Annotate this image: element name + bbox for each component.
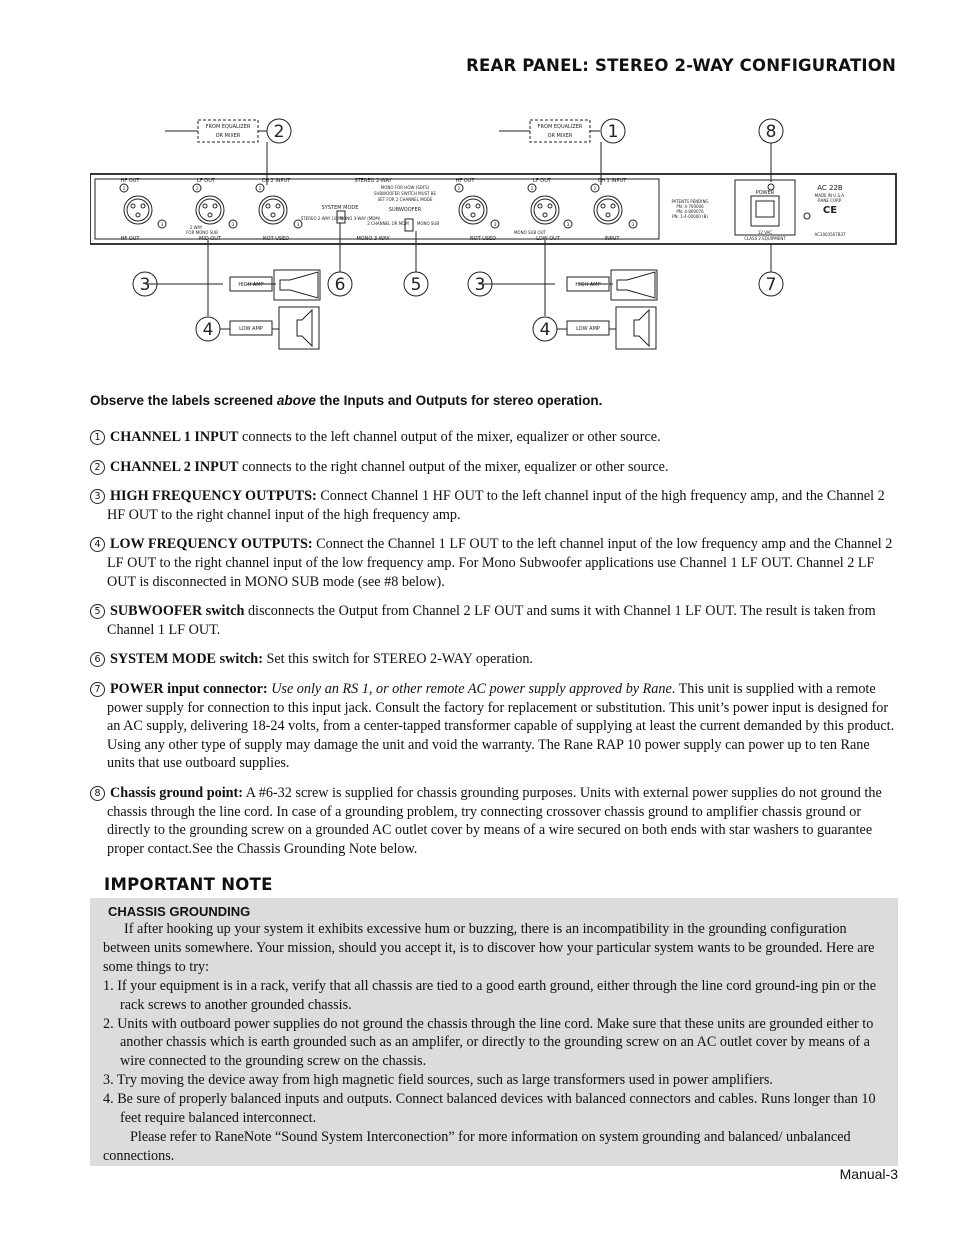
subwoofer-mono: MONO SUB [416, 221, 440, 226]
bottom-label-not-used-2: NOT USED [469, 236, 497, 242]
low-amp-right-label: LOW AMP [576, 326, 600, 332]
callout-7-label: 7 [765, 275, 777, 295]
bottom-label-input: INPUT [604, 236, 620, 242]
power-label: POWER [755, 190, 775, 196]
intro-emphasis: above [276, 393, 316, 408]
pin-num: 2 [122, 186, 126, 191]
item-heading: SUBWOOFER switch [110, 603, 245, 620]
bottom-label-mono-3way: MONO 3-WAY [356, 236, 390, 242]
item-number: 4 [90, 537, 105, 552]
item-8 [90, 784, 898, 858]
callout-4-left-label: 4 [202, 320, 214, 340]
item-text: disconnects the Output from Channel 2 LF OUT and sums it with Channel 1 LF OUT. The result is taken from Channel 1 LF OUT. [107, 603, 876, 638]
serial-number: AC1003567B37 [814, 232, 846, 237]
xlr-lf-out-1 [528, 184, 572, 228]
top-label-ch1-input: CH 1 INPUT [597, 178, 627, 184]
callout-1-label: 1 [607, 122, 619, 142]
xlr-hf-out-1 [455, 184, 499, 228]
pin-num: 3 [631, 222, 635, 227]
note-list-item-3: 3. Try moving the device away from high magnetic field sources, such as large transformers used in power amplifiers. [103, 1072, 773, 1089]
sub-note-2: SUBWOOFER SWITCH MUST BE [373, 191, 437, 196]
model-name: AC 22B [817, 184, 843, 192]
item-number: 7 [90, 682, 105, 697]
item-text: A #6-32 screw is supplied for chassis grounding purposes. Units with external power supplies do not ground the chassis through the line cord. In case of a grounding problem, try connecting crossover chassis ground to amplifier chassis ground or directly to the grounding screw on a grounded AC outlet cover by means of a wire secured on both ends with star washers to guarantee proper contact.See the Chassis Grounding Note below. [107, 784, 882, 857]
tweeter-left [274, 270, 320, 300]
pin-num: 3 [160, 222, 164, 227]
woofer-right [616, 307, 656, 349]
important-note-heading: IMPORTANT NOTE [104, 875, 273, 894]
bottom-label-hf-out: HF OUT [120, 236, 140, 242]
item-6 [90, 650, 898, 669]
item-text: Set this switch for STEREO 2-WAY operation. [262, 651, 533, 668]
pin-num: 2 [593, 186, 597, 191]
source-label-1a: FROM EQUALIZER [537, 124, 583, 130]
rear-panel-diagram [90, 110, 898, 372]
item-number: 3 [90, 489, 105, 504]
callout-5-label: 5 [410, 275, 422, 295]
pin-num: 3 [231, 222, 235, 227]
page-number: Manual-3 [839, 1166, 898, 1182]
callout-6-label: 6 [334, 275, 346, 295]
note-intro: If after hooking up your system it exhibits excessive hum or buzzing, there is an incompatibility in the grounding configuration between units somewhere. Your mission, should you accept it, is to discover how your particular system wants to be grounded. Here are some things to try: [103, 921, 875, 975]
class2-label-1: 12 VAC [757, 230, 773, 235]
item-text: . This unit is supplied with a remote power supply for connection to this input jack. Consult the factory for replacement or substitution. This unit’s power input is designed for an AC supply, delivering 18-24 volts, from a center-tapped transformer capable of supplying at least the current demanded by this product. Using any other type of supply may damage the unit and void the warranty. The Rane RAP 10 power supply can power up to ten Rane units that use outboard supplies. [107, 680, 895, 772]
note-list-item-1: 1. If your equipment is in a rack, verify that all chassis are tied to a good earth ground, either through the line cord ground-ing pin or the rack screws to another grounded chassis. [103, 977, 876, 1013]
model-company: RANE CORP. [818, 198, 842, 203]
xlr-lf-out-2 [193, 184, 237, 228]
sub-note-3: SET FOR 2 CHANNEL MODE [377, 197, 433, 202]
panel-inner-left [95, 179, 659, 239]
item-heading: Chassis ground point: [110, 784, 243, 801]
top-label-ch2-input: CH 2 INPUT [261, 178, 291, 184]
item-2 [90, 458, 898, 477]
pin-num: 2 [195, 186, 199, 191]
numbered-items [90, 428, 898, 869]
pin-num: 3 [296, 222, 300, 227]
model-made-in: MADE IN U.S.A. [814, 193, 846, 198]
item-1 [90, 428, 898, 447]
xlr-hf-out-2 [120, 184, 166, 228]
high-amp-right-label: HIGH AMP [575, 282, 601, 288]
item-number: 8 [90, 786, 105, 801]
bottom-label-mid-out: MID OUT [199, 236, 221, 242]
item-emphasis: Use only an RS 1, or other remote AC power supply approved by Rane [267, 680, 672, 697]
item-heading: CHANNEL 1 INPUT [110, 429, 239, 445]
item-heading: SYSTEM MODE switch: [110, 651, 263, 668]
callout-3-left-label: 3 [139, 275, 151, 295]
mid-out-note-1: 2 WAY [189, 225, 203, 230]
top-label-lf-out-1: LF OUT [533, 178, 551, 184]
power-section [735, 180, 795, 235]
system-mode-mono: MONO 3-WAY (MDM) [339, 216, 381, 221]
item-text: Connect Channel 1 HF OUT to the left channel input of the high frequency amp, and the Channel 2 HF OUT to the right channel input of the high frequency amp. [107, 488, 885, 523]
item-text: Connect the Channel 1 LF OUT to the left channel input of the low frequency amp and the Channel 2 LF OUT to the right channel input of the low frequency amp. For Mono Subwoofer applications use Channel 1 LF OUT. Channel 2 LF OUT is disconnected in MONO SUB mode (see #8 below). [107, 536, 893, 590]
woofer-left [279, 307, 319, 349]
item-5 [90, 602, 898, 639]
patent-1: PATENTS PENDING [671, 199, 709, 204]
xlr-ch1-input [591, 184, 637, 228]
item-3 [90, 487, 898, 524]
patent-4: PN: 1-4-00000 (B) [672, 214, 708, 219]
pin-num: 2 [530, 186, 534, 191]
intro-text-end: the Inputs and Outputs for stereo operation. [315, 393, 603, 408]
sub-note-1: MONO FOR HOW (SDFS) [380, 185, 430, 190]
pin-num: 2 [258, 186, 262, 191]
patent-2: PN: 4-700006 [676, 204, 704, 209]
item-number: 6 [90, 652, 105, 667]
item-number: 1 [90, 430, 105, 445]
subwoofer-2ch: 2 CHANNEL OR MDM [367, 221, 409, 226]
source-label-2b: OR MIXER [215, 133, 241, 139]
item-text: connects to the right channel output of the mixer, equalizer or other source. [238, 458, 669, 475]
pin-num: 2 [457, 186, 461, 191]
top-label-hf-out-2: HF OUT [120, 178, 140, 184]
pin-num: 3 [566, 222, 570, 227]
note-subheading: CHASSIS GROUNDING [108, 904, 251, 919]
system-mode-stereo: STEREO 2-WAY (32M) [300, 216, 344, 221]
subwoofer-title: SUBWOOFER [388, 207, 422, 213]
note-closing: Please refer to RaneNote “Sound System Interconection” for more information on system grounding and balanced/ unbalanced connections. [103, 1128, 851, 1164]
item-heading: POWER input connector: [110, 680, 268, 697]
instructions-intro [90, 393, 602, 408]
note-list-item-2: 2. Units with outboard power supplies do not ground the chassis through the line cord. Make sure that these units are grounded either to another chassis which is earth grounded such as an amplifer, or directly to the grounding screw on an AC outlet cover by means of a wire connected to the grounding screw on the chassis. [103, 1015, 874, 1070]
bottom-label-low-out: LOW OUT [536, 236, 560, 242]
mid-out-note-2: FOR MONO SUB [186, 230, 218, 235]
page-title: REAR PANEL: STEREO 2-WAY CONFIGURATION [466, 56, 896, 75]
top-label-stereo-2way: STEREO 2-WAY [354, 178, 392, 184]
source-label-1b: OR MIXER [547, 133, 573, 139]
svg-text:CE: CE [822, 205, 838, 216]
item-heading: CHANNEL 2 INPUT [110, 458, 239, 475]
class2-label-2: CLASS 2 EQUIPMENT [744, 236, 786, 241]
top-label-hf-out-1: HF OUT [455, 178, 475, 184]
note-list-item-4: 4. Be sure of properly balanced inputs and outputs. Connect balanced devices with balanced connectors and cables. Runs longer than 10 feet require balanced interconnect. [103, 1091, 876, 1127]
tweeter-right [611, 270, 657, 300]
intro-text: Observe the labels screened [90, 393, 277, 408]
item-7 [90, 680, 898, 773]
callout-4-right-label: 4 [539, 320, 551, 340]
system-mode-title: SYSTEM MODE [321, 205, 359, 211]
item-heading: HIGH FREQUENCY OUTPUTS: [110, 488, 317, 505]
chassis-grounding-note [90, 898, 898, 1166]
item-number: 5 [90, 604, 105, 619]
item-heading: LOW FREQUENCY OUTPUTS: [110, 536, 313, 553]
callout-2-label: 2 [273, 122, 285, 142]
patent-3: PN: 4-800076 [676, 209, 704, 214]
bottom-label-not-used-1: NOT USED [262, 236, 290, 242]
callout-3-right-label: 3 [474, 275, 486, 295]
pin-num: 3 [493, 222, 497, 227]
source-label-2a: FROM EQUALIZER [205, 124, 251, 130]
item-number: 2 [90, 460, 105, 475]
item-4 [90, 535, 898, 591]
callout-8-label: 8 [765, 122, 777, 142]
low-amp-left-label: LOW AMP [239, 326, 263, 332]
item-text: connects to the left channel output of the mixer, equalizer or other source. [238, 429, 661, 445]
xlr-ch2-input [256, 184, 302, 228]
high-amp-left-label: HIGH AMP [238, 282, 264, 288]
top-label-lf-out-2: LF OUT [197, 178, 215, 184]
mono-sub-out-label: MONO SUB OUT [513, 230, 547, 235]
